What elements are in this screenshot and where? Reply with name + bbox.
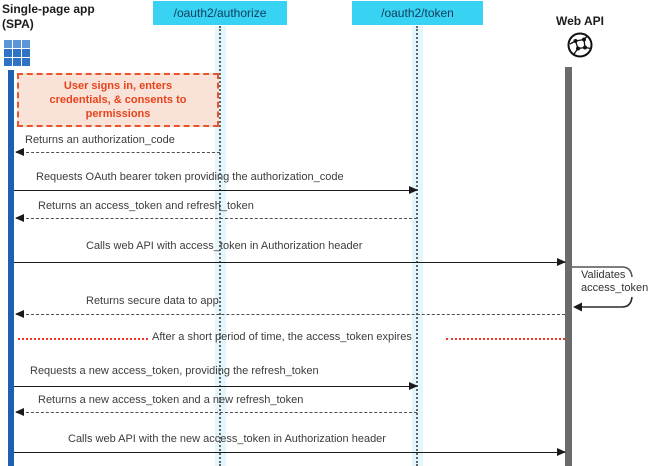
token-endpoint-label: /oauth2/token bbox=[381, 6, 454, 20]
authorize-endpoint-box bbox=[153, 1, 287, 25]
message-label-returns-access-refresh-token: Returns an access_token and refresh_token bbox=[38, 200, 254, 212]
token-lifeline bbox=[416, 26, 418, 466]
arrowhead-left-icon bbox=[15, 408, 24, 416]
message-label-returns-secure-data: Returns secure data to app bbox=[86, 295, 219, 307]
globe-network-icon bbox=[566, 31, 594, 59]
message-line-dashed bbox=[16, 314, 565, 315]
message-line-dashed bbox=[16, 218, 417, 219]
message-line-dashed bbox=[16, 412, 417, 413]
message-line-solid bbox=[14, 190, 417, 191]
arrowhead-right-icon bbox=[409, 186, 418, 194]
expiry-separator-line-left bbox=[18, 338, 148, 340]
arrowhead-left-icon bbox=[15, 310, 24, 318]
arrowhead-right-icon bbox=[557, 448, 566, 456]
spa-activation-bar bbox=[8, 70, 14, 466]
message-line-solid bbox=[14, 452, 565, 453]
spa-title-line1: Single-page app bbox=[2, 2, 95, 16]
message-label-calls-web-api: Calls web API with access_token in Authorization header bbox=[86, 240, 363, 252]
expiry-separator-label: After a short period of time, the access_token expires bbox=[152, 331, 412, 343]
message-label-returns-authorization-code: Returns an authorization_code bbox=[25, 134, 175, 146]
message-line-solid bbox=[14, 262, 565, 263]
expiry-separator-line-right bbox=[446, 338, 565, 340]
app-grid-icon bbox=[4, 40, 30, 66]
arrowhead-left-icon bbox=[15, 148, 24, 156]
message-label-requests-bearer-token: Requests OAuth bearer token providing the authorization_code bbox=[36, 171, 344, 183]
message-line-solid bbox=[14, 386, 417, 387]
spa-actor-title bbox=[2, 2, 95, 32]
spa-title-line2: (SPA) bbox=[2, 17, 34, 31]
webapi-actor-title: Web API bbox=[555, 14, 604, 28]
arrowhead-right-icon bbox=[409, 382, 418, 390]
sign-in-note-text: User signs in, enters credentials, & consents to permissions bbox=[49, 80, 187, 120]
message-label-returns-new-tokens: Returns a new access_token and a new refresh_token bbox=[38, 394, 304, 406]
authorize-endpoint-label: /oauth2/authorize bbox=[173, 6, 267, 20]
message-line-dashed bbox=[16, 152, 220, 153]
token-endpoint-box bbox=[352, 1, 483, 25]
message-label-validates-access-token: Validates access_token bbox=[581, 269, 649, 294]
arrowhead-left-icon bbox=[15, 214, 24, 222]
message-label-calls-web-api-new-token: Calls web API with the new access_token in Authorization header bbox=[68, 433, 386, 445]
message-label-requests-new-access-token: Requests a new access_token, providing the refresh_token bbox=[30, 365, 319, 377]
sign-in-note bbox=[17, 73, 219, 127]
